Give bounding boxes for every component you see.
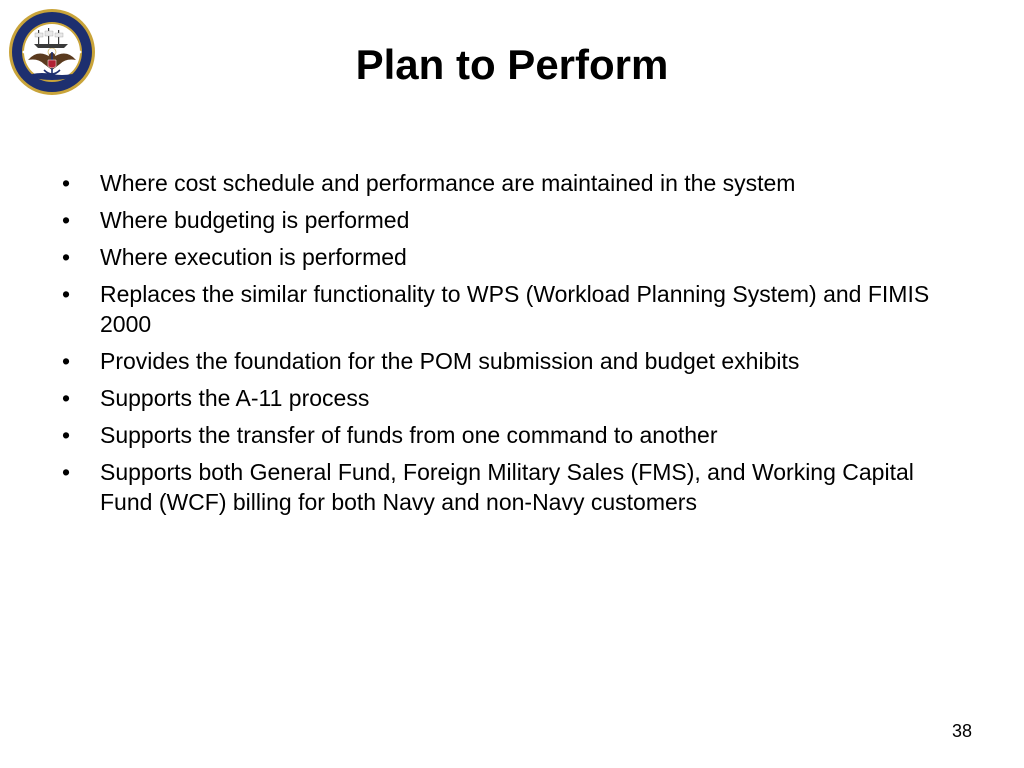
bullet-marker: • bbox=[62, 385, 71, 411]
slide-title: Plan to Perform bbox=[355, 41, 669, 88]
bullet-text: Where budgeting is performed bbox=[100, 207, 410, 233]
page-number: 38 bbox=[951, 721, 972, 741]
list-item bbox=[56, 279, 946, 339]
list-item bbox=[56, 457, 946, 517]
list-item bbox=[56, 205, 946, 235]
bullet-marker: • bbox=[62, 170, 71, 196]
bullet-text: Replaces the similar functionality to WPS (Workload Planning System) and FIMIS 2000 bbox=[100, 281, 930, 337]
bullet-text: Provides the foundation for the POM submission and budget exhibits bbox=[100, 348, 800, 374]
list-item bbox=[56, 242, 946, 272]
bullet-list bbox=[56, 168, 946, 524]
bullet-marker: • bbox=[62, 459, 71, 485]
bullet-text: Where execution is performed bbox=[100, 244, 407, 270]
list-item bbox=[56, 420, 946, 450]
list-item bbox=[56, 383, 946, 413]
bullet-text: Supports the A-11 process bbox=[100, 385, 370, 411]
bullet-marker: • bbox=[62, 348, 71, 374]
bullet-marker: • bbox=[62, 244, 71, 270]
bullet-text: Where cost schedule and performance are maintained in the system bbox=[100, 170, 796, 196]
list-item bbox=[56, 346, 946, 376]
bullet-marker: • bbox=[62, 422, 71, 448]
list-item bbox=[56, 168, 946, 198]
bullet-marker: • bbox=[62, 207, 71, 233]
bullet-text: Supports the transfer of funds from one command to another bbox=[100, 422, 718, 448]
bullet-marker: • bbox=[62, 281, 71, 307]
bullet-text: Supports both General Fund, Foreign Military Sales (FMS), and Working Capital Fund (WCF) billing for both Navy and non-Navy customers bbox=[100, 459, 914, 515]
